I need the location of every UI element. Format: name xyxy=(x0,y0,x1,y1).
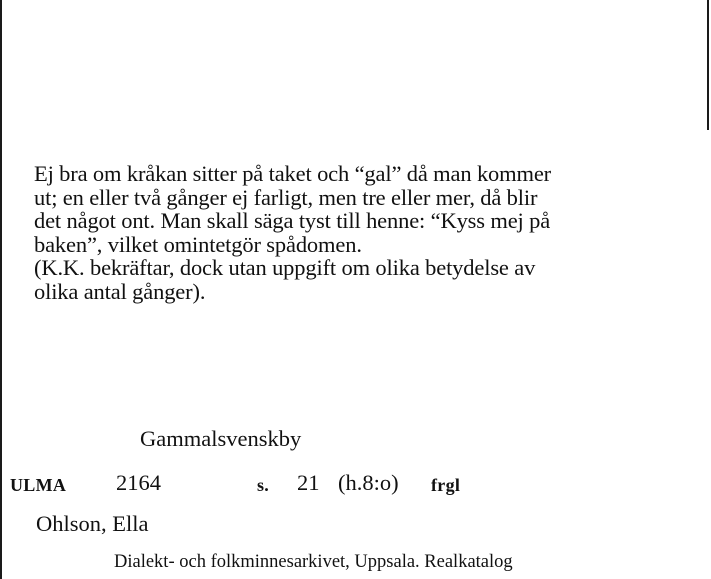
card-left-border xyxy=(0,0,2,579)
volume-format: (h.8:o) xyxy=(338,470,399,495)
record-text-line: det något ont. Man skall säga tyst till henne: “Kyss mej på xyxy=(34,208,551,233)
archive-number: 2164 xyxy=(116,470,161,495)
place-name: Gammalsvenskby xyxy=(140,426,302,451)
archive-code: ULMA xyxy=(10,475,67,495)
page-number: 21 xyxy=(297,470,320,495)
card-right-border xyxy=(707,0,709,130)
record-tag: frgl xyxy=(431,475,461,495)
archive-footer: Dialekt- och folkminnesarkivet, Uppsala. Realkatalog xyxy=(114,552,513,572)
record-text-line: (K.K. bekräftar, dock utan uppgift om olika betydelse av xyxy=(34,255,536,280)
informant-name: Ohlson, Ella xyxy=(36,511,149,536)
record-text-line: Ej bra om kråkan sitter på taket och “gal” då man kommer xyxy=(34,161,552,186)
record-text-line: baken”, vilket omintetgör spådomen. xyxy=(34,231,362,257)
record-text-line: olika antal gånger). xyxy=(34,278,206,304)
page-label: s. xyxy=(257,475,270,495)
record-text xyxy=(34,162,694,303)
record-text-line: ut; en eller två gånger ej farligt, men tre eller mer, då blir xyxy=(34,184,538,210)
